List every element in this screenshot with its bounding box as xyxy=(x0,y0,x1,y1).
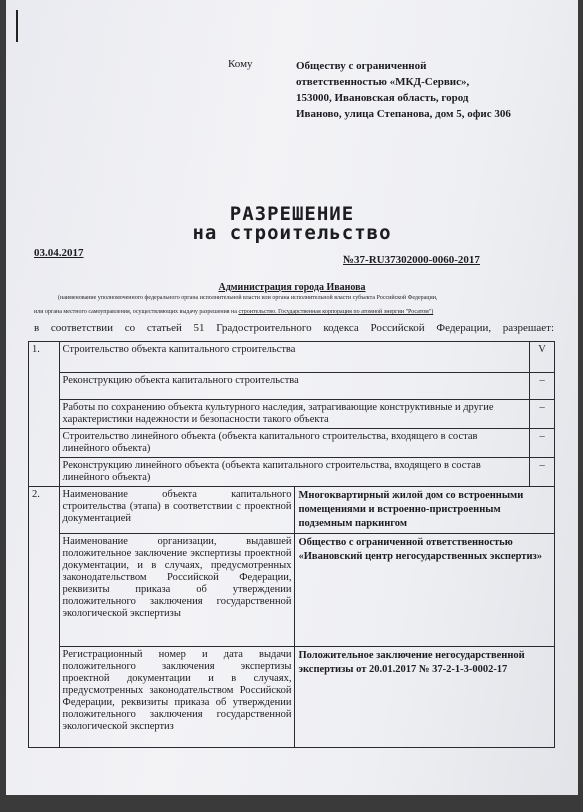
authority-note-line1: (наименование уполномоченного федерального органа исполнительной власти или органа исполнительной власти субъекта Российской Федерации, xyxy=(58,295,438,301)
work-type: Строительство линейного объекта (объекта капитального строительства, входящего в состав линейного объекта) xyxy=(59,429,530,458)
table-row xyxy=(29,487,555,534)
permit-table xyxy=(28,341,555,748)
recipient-line: Иваново, улица Степанова, дом 5, офис 306 xyxy=(296,108,511,120)
intro-text: в соответствии со статьей 51 Градостроительного кодекса Российской Федерации, разрешает: xyxy=(34,322,554,334)
work-type-mark: – xyxy=(530,373,555,400)
work-type-mark: – xyxy=(530,458,555,487)
table-row xyxy=(29,647,555,748)
issuing-authority: Администрация города Иванова xyxy=(218,282,366,293)
recipient-address xyxy=(296,58,576,122)
field-label: Наименование объекта капитального строительства (этапа) в соответствии с проектной документацией xyxy=(59,487,295,534)
work-type-mark: – xyxy=(530,400,555,429)
note-underlined: строительство. Государственная корпорация по атомной энергии "Росатом") xyxy=(238,309,434,315)
to-label: Кому xyxy=(228,58,253,70)
work-type: Работы по сохранению объекта культурного наследия, затрагивающие конструктивные и другие характеристики надежности и безопасности такого объекта xyxy=(59,400,530,429)
recipient-line: 153000, Ивановская область, город xyxy=(296,92,469,104)
table-row xyxy=(29,534,555,647)
field-value: Общество с ограниченной ответственностью «Ивановский центр негосударственных экспертиз» xyxy=(295,534,555,647)
issue-date: 03.04.2017 xyxy=(34,247,84,259)
authority-note-line2 xyxy=(34,309,433,315)
permit-number: №37-RU37302000-0060-2017 xyxy=(343,254,480,266)
section-number: 1. xyxy=(29,342,60,487)
document-subtitle: на строительство xyxy=(192,222,392,244)
document-title: РАЗРЕШЕНИЕ xyxy=(229,203,355,225)
table-row xyxy=(29,400,555,429)
note-text: или органа местного самоуправления, осуществляющих выдачу разрешения на xyxy=(34,309,239,315)
work-type-mark: V xyxy=(530,342,555,373)
field-label: Регистрационный номер и дата выдачи положительного заключения экспертизы проектной документации и в случаях, предусмотренных законодательством Российской Федерации, реквизиты приказа об утверждении положительного заключения государственной экологической экспертиз xyxy=(59,647,295,748)
recipient-line: ответственностью «МКД-Сервис», xyxy=(296,76,470,88)
recipient-line: Обществу с ограниченной xyxy=(296,60,427,72)
table-row xyxy=(29,429,555,458)
work-type: Строительство объекта капитального строительства xyxy=(59,342,530,373)
work-type: Реконструкцию линейного объекта (объекта капитального строительства, входящего в состав линейного объекта) xyxy=(59,458,530,487)
work-type-mark: – xyxy=(530,429,555,458)
work-type: Реконструкцию объекта капитального строительства xyxy=(59,373,530,400)
field-value: Многоквартирный жилой дом со встроенными помещениями и встроенно-пристроенным подземным паркингом xyxy=(295,487,555,534)
table-row xyxy=(29,373,555,400)
field-value: Положительное заключение негосударственной экспертизы от 20.01.2017 № 37-2-1-3-0002-17 xyxy=(295,647,555,748)
table-row xyxy=(29,342,555,373)
pen-mark xyxy=(16,10,18,42)
field-label: Наименование организации, выдавшей положительное заключение экспертизы проектной документации, и в случаях, предусмотренных законодательством Российской Федерации, реквизиты приказа об утверждении положительного заключения государственной экологической экспертизы xyxy=(59,534,295,647)
background-edge xyxy=(0,795,583,812)
section-number: 2. xyxy=(29,487,60,748)
document-page xyxy=(6,0,578,812)
table-row xyxy=(29,458,555,487)
